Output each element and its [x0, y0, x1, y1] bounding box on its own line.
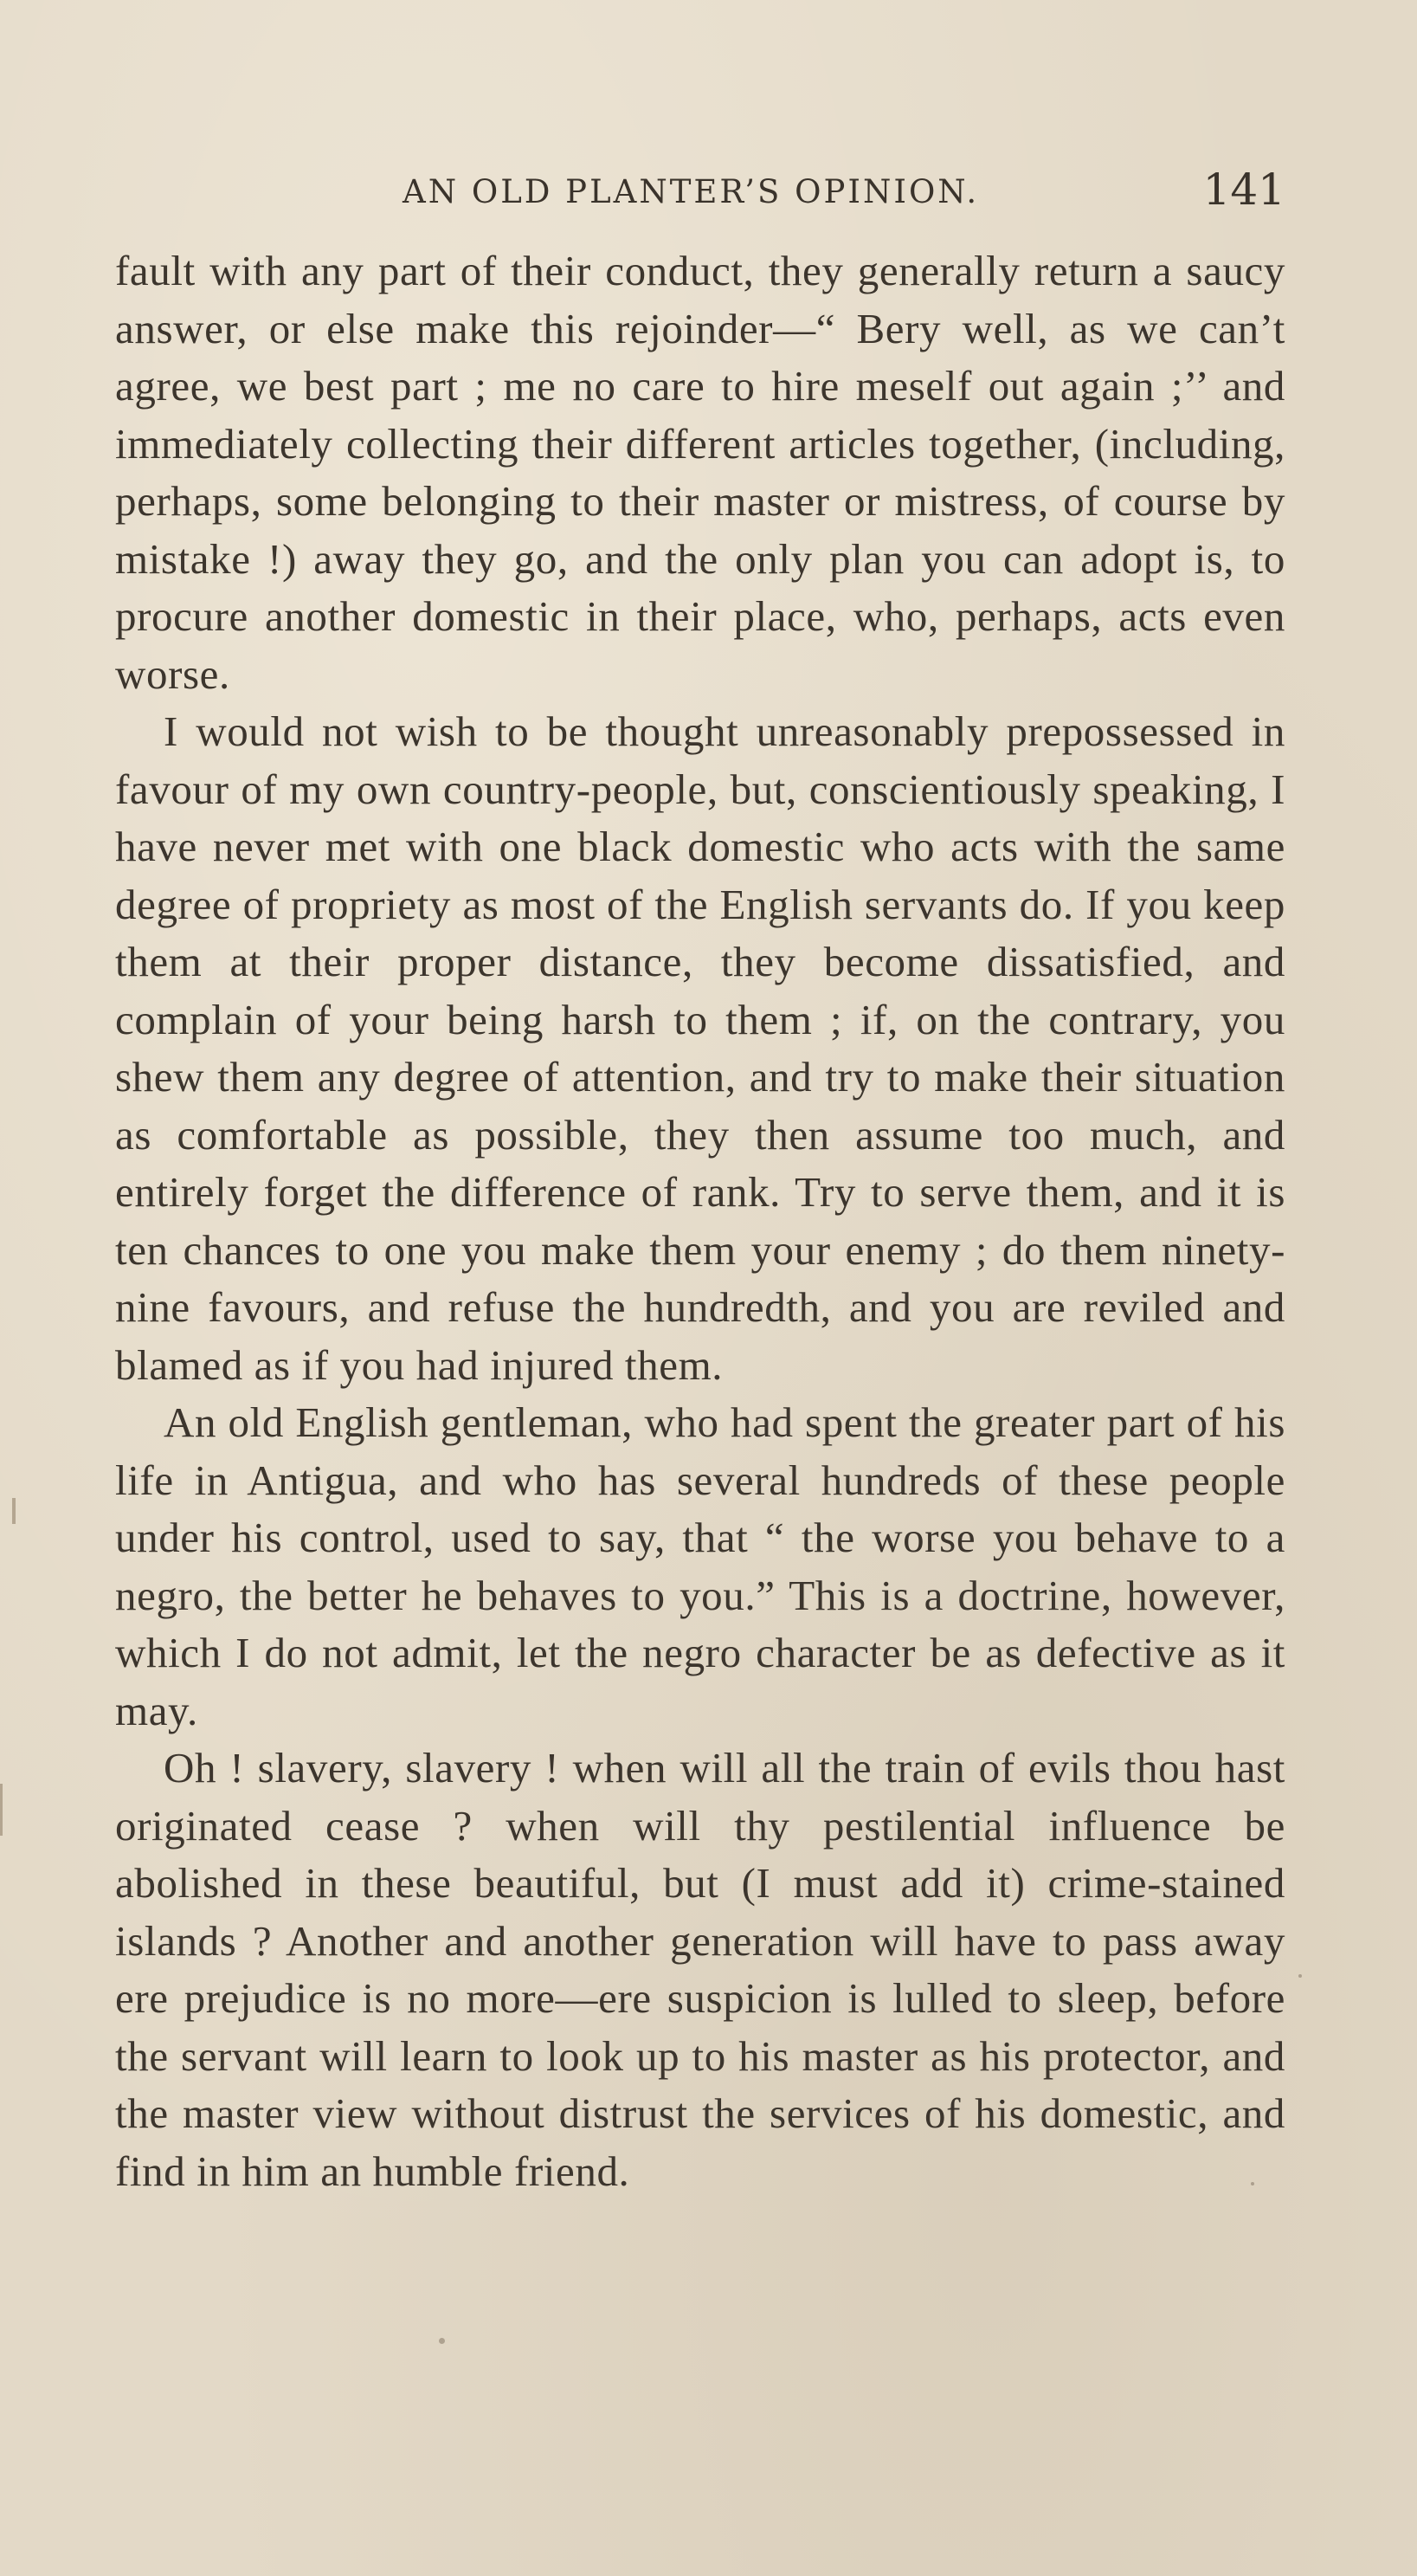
- paper-speck: [1251, 2182, 1254, 2185]
- running-head: AN OLD PLANTER’S OPINION.: [403, 173, 980, 210]
- paragraph: I would not wish to be thought unreasonably prepossessed in favour of my own country-people, but, conscientiously speaking, I have never met with one black domestic who acts with the same degree of propriety as most of the English servants do. If you keep them at their proper distance, they become dissatisfied, and complain of your being harsh to them ; if, on the contrary, you shew them any degree of attention, and try to make their situation as comfortable as possible, they then assume too much, and entirely forget the difference of rank. Try to serve them, and it is ten chances to one you make them your enemy ; do them ninety-nine favours, and refuse the hundredth, and you are reviled and blamed as if you had injured them.: [115, 707, 1285, 1389]
- body-text: [115, 242, 1285, 2200]
- page-number: 141: [1202, 165, 1285, 215]
- paper-speck: [439, 2338, 445, 2344]
- margin-mark: [0, 1784, 3, 1836]
- paragraph: Oh ! slavery, slavery ! when will all the train of evils thou hast originated cease ? when will thy pestilential influence be abolished in these beautiful, but (I must add it) crime-stained islands ? Another and another generation will have to pass away ere prejudice is no more—ere suspicion is lulled to sleep, before the servant will learn to look up to his master as his protector, and the master view without distrust the services of his domestic, and find in him an humble friend.: [115, 1744, 1285, 2195]
- page-header: [403, 165, 1285, 220]
- paragraph: An old English gentleman, who had spent the greater part of his life in Antigua, and who has several hundreds of these people under his control, used to say, that “ the worse you behave to a negro, the better he behaves to you.” This is a doctrine, however, which I do not admit, let the negro character be as defective as it may.: [115, 1398, 1285, 1734]
- paper-speck: [1298, 1974, 1302, 1978]
- paragraph-continued: fault with any part of their conduct, they generally return a saucy answer, or else make this rejoinder—“ Bery well, as we can’t agree, we best part ; me no care to hire meself out again ;’’ and immediately collecting their different articles together, (including, perhaps, some belonging to their master or mistress, of course by mistake !) away they go, and the only plan you can adopt is, to procure another domestic in their place, who, perhaps, acts even worse.: [115, 247, 1285, 698]
- margin-mark: [12, 1498, 16, 1524]
